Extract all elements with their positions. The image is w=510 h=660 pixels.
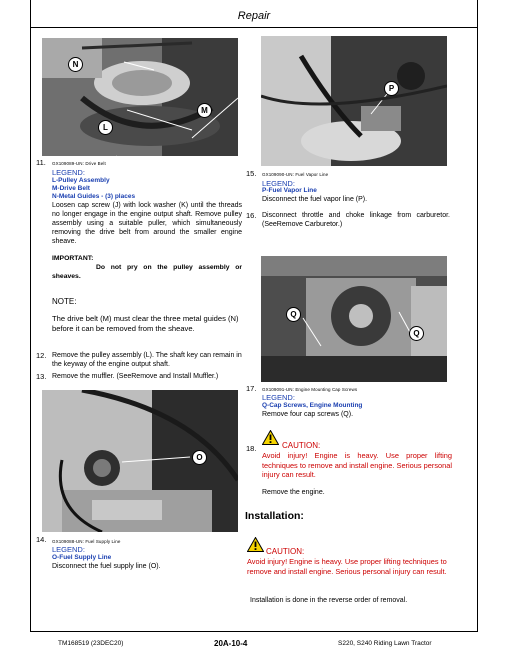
step-12-number: 12.	[36, 351, 47, 360]
step-11-legend	[52, 177, 135, 201]
footer-product-name: S220, S240 Riding Lawn Tractor	[338, 640, 432, 647]
legend-item: O-Fuel Supply Line	[52, 554, 112, 561]
callout-n: N	[68, 57, 83, 72]
fuel-supply-line-photo	[42, 390, 238, 532]
warning-triangle-icon	[262, 430, 279, 445]
legend-item: L-Pulley Assembly	[52, 177, 110, 184]
fuel-vapor-line-photo	[261, 36, 447, 166]
step-17-text: Remove four cap screws (Q).	[262, 411, 354, 418]
important-label: IMPORTANT:	[52, 255, 94, 262]
installation-title: Installation:	[245, 510, 304, 522]
step-18-caution-text: Avoid injury! Engine is heavy. Use proper lifting techniques to remove and install engine. Serious personal injury can result.	[262, 451, 452, 479]
step-15-legend-title: LEGEND:	[262, 179, 295, 188]
step-11-legend-title: LEGEND:	[52, 168, 85, 177]
step-13-text: Remove the muffler. (SeeRemove and Install Muffler.)	[52, 373, 219, 380]
installation-caution-title: CAUTION:	[266, 547, 305, 556]
step-18-text: Remove the engine.	[262, 489, 325, 496]
step-18-number: 18.	[246, 444, 257, 453]
step-14-text: Disconnect the fuel supply line (O).	[52, 563, 161, 570]
step-15-number: 15.	[246, 169, 257, 178]
legend-item: N-Metal Guides - (3) places	[52, 193, 136, 200]
callout-q-right: Q	[409, 326, 424, 341]
note-label: NOTE:	[52, 297, 77, 306]
step-15-text: Disconnect the fuel vapor line (P).	[262, 196, 368, 203]
drive-belt-photo	[42, 38, 238, 156]
important-text	[52, 263, 242, 281]
footer-page-number: 20A-10-4	[214, 639, 248, 648]
note-text: The drive belt (M) must clear the three metal guides (N) before it can be removed from the sheave.	[52, 314, 239, 333]
step-12-text: Remove the pulley assembly (L). The shaft key can remain in the keyway of the engine output shaft.	[52, 352, 242, 368]
callout-m: M	[197, 103, 212, 118]
callout-o: O	[192, 450, 207, 465]
callout-l: L	[98, 120, 113, 135]
step-16-text: Disconnect throttle and choke linkage from carburetor. (SeeRemove Carburetor.)	[262, 212, 450, 228]
footer-document-id: TM168519 (23DEC20)	[58, 640, 124, 647]
step-14-legend-title: LEGEND:	[52, 545, 85, 554]
legend-item: M-Drive Belt	[52, 185, 90, 192]
installation-caution-text: Avoid injury! Engine is heavy. Use proper lifting techniques to remove and install engine. Serious personal injury can result.	[247, 557, 447, 576]
installation-text: Installation is done in the reverse order of removal.	[250, 597, 408, 604]
header-divider	[31, 27, 477, 28]
callout-p: P	[384, 81, 399, 96]
step-11-number: 11.	[36, 158, 46, 167]
step-17-legend-title: LEGEND:	[262, 393, 295, 402]
step-18-caution-title: CAUTION:	[282, 441, 321, 450]
step-17-number: 17.	[246, 384, 257, 393]
step-17-caption: GX109091-UN: Engine Mounting Cap Screws	[262, 387, 358, 392]
page-header-title: Repair	[237, 10, 271, 22]
step-11-text: Loosen cap screw (J) with lock washer (K) until the threads no longer engage in the engine output shaft. Remove pulley assembly using a suitable puller, which simultaneously removing the drive belt from around the smaller engine sheave.	[52, 202, 242, 245]
step-13-number: 13.	[36, 372, 47, 381]
warning-triangle-icon	[247, 537, 264, 552]
step-11-caption: GX109089-UN: Drive Belt	[52, 161, 106, 166]
step-14-number: 14.	[36, 535, 47, 544]
step-16-number: 16.	[246, 211, 257, 220]
step-14-caption: GX109088-UN: Fuel Supply Line	[52, 539, 121, 544]
callout-q-left: Q	[286, 307, 301, 322]
legend-item: Q-Cap Screws, Engine Mounting	[262, 402, 363, 409]
step-15-caption: GX109090-UN: Fuel Vapor Line	[262, 172, 329, 177]
legend-item: P-Fuel Vapor Line	[262, 187, 317, 194]
important-body: Do not pry on the pulley assembly or sheaves.	[52, 264, 242, 280]
